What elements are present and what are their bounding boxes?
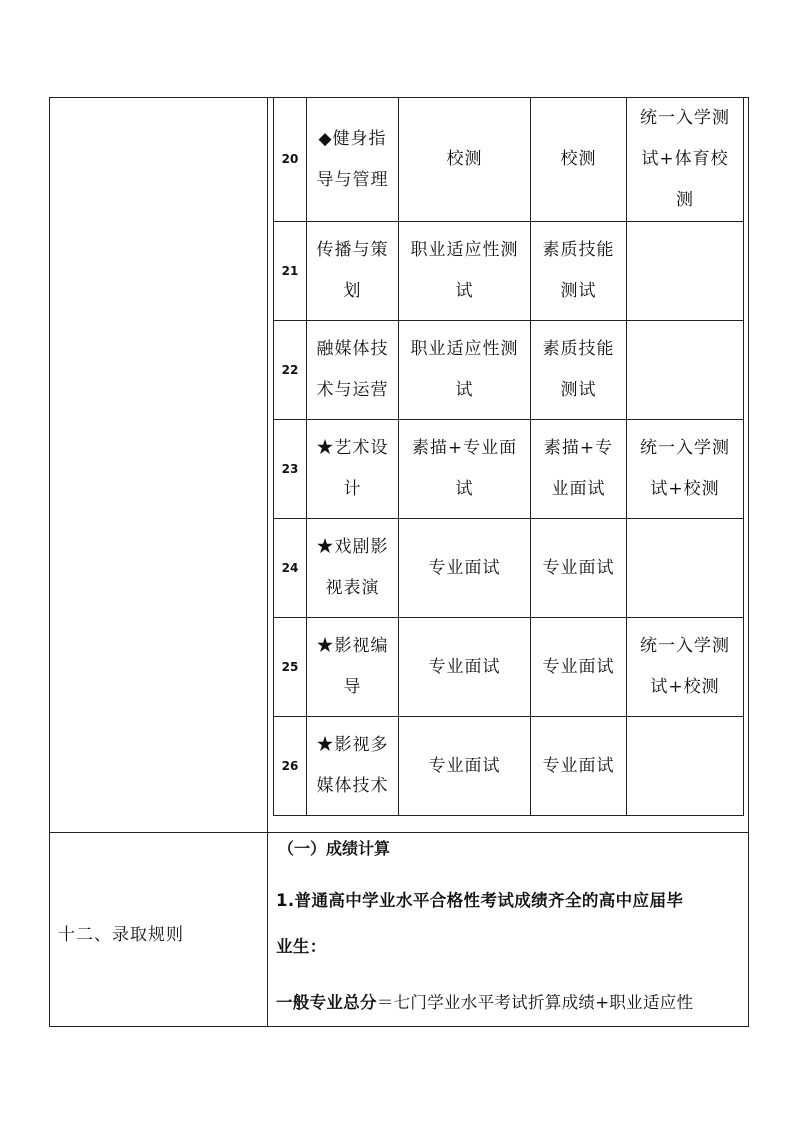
exam-type-a-line: 职业适应性测 <box>410 339 519 359</box>
exam-type-a-line: 试 <box>455 380 474 400</box>
exam-type-c-line: 统一入学测 <box>640 438 730 458</box>
exam-type-a-line: 校测 <box>446 149 483 169</box>
exam-type-c-line: 统一入学测 <box>640 108 730 128</box>
row-number: 22 <box>274 321 307 420</box>
major-name-line: ★影视编 <box>316 636 389 656</box>
major-name-line: 传播与策 <box>316 240 389 260</box>
exam-type-b-line: 素质技能 <box>542 339 615 359</box>
item-1-heading <box>276 878 742 970</box>
exam-type-a-line: 职业适应性测 <box>410 240 519 260</box>
major-name-line: 划 <box>343 281 362 301</box>
exam-type-b-cell <box>531 618 627 717</box>
table-row <box>274 717 744 816</box>
major-name-line: 媒体技术 <box>316 776 389 796</box>
major-name-line: 视表演 <box>325 578 380 598</box>
row-number: 25 <box>274 618 307 717</box>
section-label: 十二、录取规则 <box>58 925 184 945</box>
row-number: 24 <box>274 519 307 618</box>
major-name-cell <box>307 618 399 717</box>
major-name-line: 术与运营 <box>316 380 389 400</box>
exam-type-b-cell <box>531 420 627 519</box>
exam-type-c-line: 统一入学测 <box>640 636 730 656</box>
item-1-line-1: 1.普通高中学业水平合格性考试成绩齐全的高中应届毕 <box>276 891 684 910</box>
exam-type-b-cell <box>531 98 627 222</box>
exam-type-b-line: 业面试 <box>551 479 606 499</box>
left-column-divider <box>267 98 268 1026</box>
exam-type-b-line: 素描+专 <box>543 438 614 458</box>
exam-type-b-cell <box>531 222 627 321</box>
subheading-score-calculation: （一）成绩计算 <box>278 839 391 858</box>
major-name-cell <box>307 420 399 519</box>
exam-type-a-line: 专业面试 <box>428 755 501 776</box>
exam-type-c-line: 试+校测 <box>650 677 720 697</box>
table-row <box>274 222 744 321</box>
major-name-line: 计 <box>343 479 362 499</box>
exam-type-b-line: 专业面试 <box>542 557 615 578</box>
major-name-line: ◆健身指 <box>318 128 387 149</box>
formula-term: 一般专业总分 <box>276 993 377 1012</box>
major-name-line: ★影视多 <box>316 735 389 755</box>
major-name-cell <box>307 321 399 420</box>
exam-type-b-line: 专业面试 <box>542 755 615 776</box>
formula-expression: ＝七门学业水平考试折算成绩+职业适应性 <box>376 993 694 1012</box>
exam-type-a-cell <box>399 222 531 321</box>
exam-type-c-cell <box>627 321 744 420</box>
exam-type-b-line: 素质技能 <box>542 240 615 260</box>
table-row <box>274 98 744 222</box>
major-name-cell <box>307 222 399 321</box>
row-number: 23 <box>274 420 307 519</box>
major-exam-table <box>273 97 744 816</box>
exam-type-b-line: 测试 <box>560 281 597 301</box>
table-row <box>274 321 744 420</box>
score-formula <box>276 989 742 1013</box>
major-name-cell <box>307 98 399 222</box>
exam-type-c-cell <box>627 717 744 816</box>
exam-type-c-cell <box>627 222 744 321</box>
exam-type-a-cell <box>399 321 531 420</box>
exam-type-a-line: 专业面试 <box>428 656 501 677</box>
exam-type-a-line: 试 <box>455 281 474 301</box>
exam-type-c-cell <box>627 618 744 717</box>
exam-type-c-line: 试+校测 <box>650 479 720 499</box>
item-1-line-2: 业生： <box>276 937 327 956</box>
exam-type-c-cell <box>627 420 744 519</box>
major-name-line: 导与管理 <box>316 169 389 190</box>
table-row <box>274 420 744 519</box>
admission-rules <box>276 836 742 1013</box>
exam-type-a-cell <box>399 519 531 618</box>
exam-type-c-cell <box>627 519 744 618</box>
exam-type-b-line: 专业面试 <box>542 656 615 677</box>
major-name-line: ★艺术设 <box>316 438 389 458</box>
major-name-cell <box>307 519 399 618</box>
exam-type-c-cell <box>627 98 744 222</box>
exam-type-b-line: 测试 <box>560 380 597 400</box>
exam-type-a-line: 试 <box>455 479 474 499</box>
exam-type-b-cell <box>531 717 627 816</box>
exam-type-c-line: 试+体育校 <box>641 149 729 169</box>
exam-type-b-cell <box>531 519 627 618</box>
exam-type-a-cell <box>399 98 531 222</box>
table-row <box>274 519 744 618</box>
section-divider <box>50 832 748 833</box>
row-number: 21 <box>274 222 307 321</box>
exam-type-a-cell <box>399 618 531 717</box>
exam-type-a-cell <box>399 420 531 519</box>
exam-type-c-line: 测 <box>676 190 694 210</box>
major-name-line: 导 <box>343 677 362 697</box>
exam-type-b-cell <box>531 321 627 420</box>
major-name-cell <box>307 717 399 816</box>
exam-type-a-line: 素描+专业面 <box>411 438 518 458</box>
exam-type-a-line: 专业面试 <box>428 557 501 578</box>
major-name-line: 融媒体技 <box>316 339 389 359</box>
table-row <box>274 618 744 717</box>
major-name-line: ★戏剧影 <box>316 537 389 557</box>
exam-type-a-cell <box>399 717 531 816</box>
row-number: 26 <box>274 717 307 816</box>
exam-type-b-line: 校测 <box>560 149 597 169</box>
row-number: 20 <box>274 98 307 222</box>
